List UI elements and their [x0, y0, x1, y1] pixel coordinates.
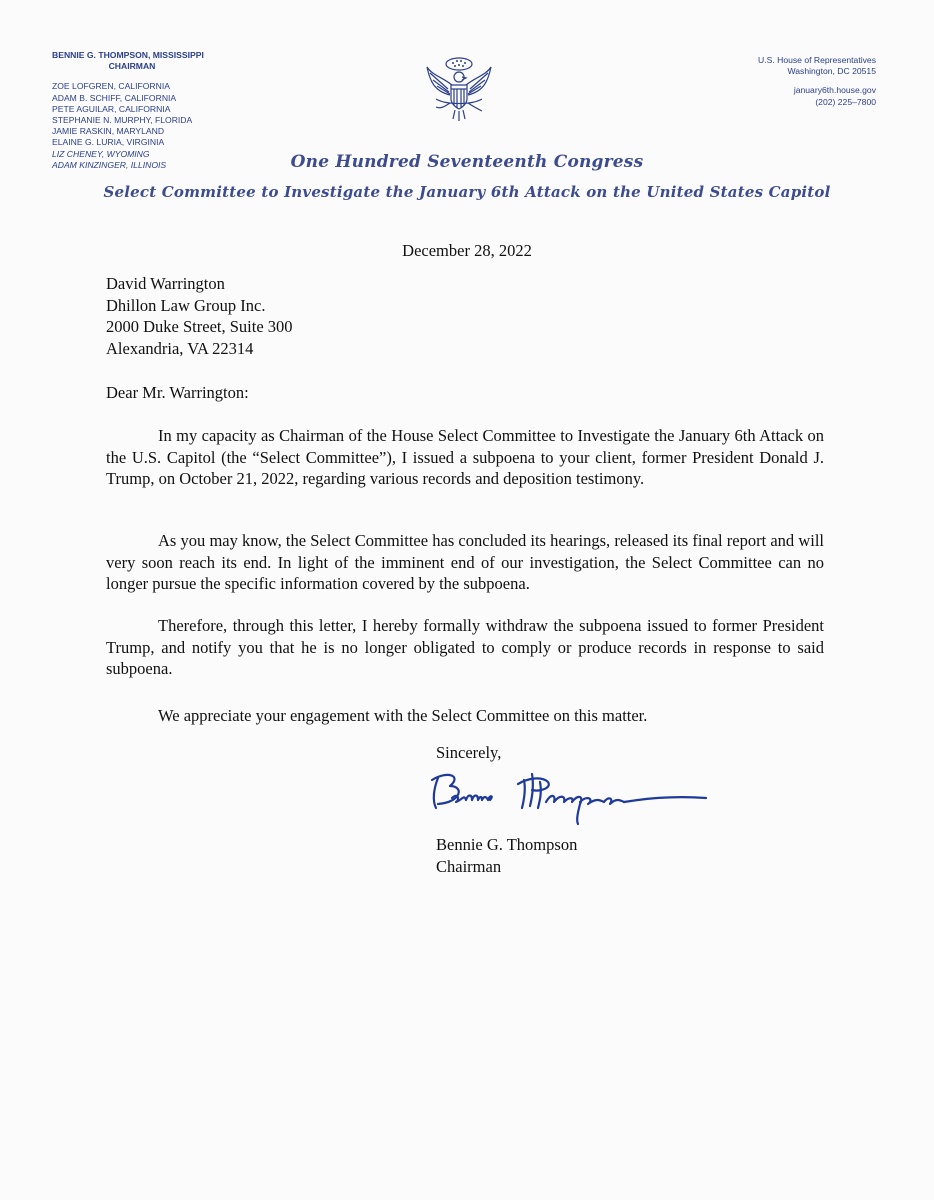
committee-contact-block [676, 55, 876, 108]
member-name: STEPHANIE N. MURPHY, FLORIDA [52, 115, 193, 126]
phone-number: (202) 225–7800 [815, 96, 876, 107]
great-seal-eagle-icon [424, 55, 494, 127]
letter-date: December 28, 2022 [402, 241, 532, 260]
member-name: ADAM KINZINGER, ILLINOIS [52, 159, 167, 170]
body-paragraph: In my capacity as Chairman of the House Select Committee to Investigate the January 6th Attack on the U.S. Capitol (the “Select Committee”), I issued a subpoena to your client, former President Donald J. Trump, on October 21, 2022, regarding various records and deposition testimony. [106, 426, 824, 488]
chairman-label: CHAIRMAN [108, 61, 156, 72]
member-name: ELAINE G. LURIA, VIRGINIA [52, 137, 165, 148]
city-address: Washington, DC 20515 [787, 66, 876, 77]
website-link[interactable]: january6th.house.gov [793, 85, 876, 96]
member-name: ADAM B. SCHIFF, CALIFORNIA [52, 92, 177, 103]
member-name: PETE AGUILAR, CALIFORNIA [52, 103, 171, 114]
member-name: JAMIE RASKIN, MARYLAND [52, 126, 165, 137]
body-paragraph: As you may know, the Select Committee has concluded its hearings, released its final report and will very soon reach its end. In light of the imminent end of our investigation, the Select Committee can no longer pursue the specific information covered by the subpoena. [106, 531, 824, 593]
signer-name: Bennie G. Thompson [436, 835, 578, 854]
signer-block [436, 834, 577, 877]
address-line: Dhillon Law Group Inc. [106, 295, 266, 315]
chairman-name: BENNIE G. THOMPSON, MISSISSIPPI [52, 50, 204, 60]
member-name: ZOE LOFGREN, CALIFORNIA [52, 81, 170, 92]
recipient-address [106, 273, 293, 359]
address-line: Alexandria, VA 22314 [106, 338, 254, 358]
committee-title: Select Committee to Investigate the January 6th Attack on the United States Capitol [103, 183, 831, 201]
body-paragraph: We appreciate your engagement with the Select Committee on this matter. [158, 706, 648, 725]
address-line: 2000 Duke Street, Suite 300 [106, 317, 293, 336]
signer-title: Chairman [436, 856, 502, 876]
body-paragraph: Therefore, through this letter, I hereby formally withdraw the subpoena issued to former President Trump, and notify you that he is no longer obligated to comply or produce records in response to said subpoena. [106, 616, 824, 678]
closing: Sincerely, [436, 743, 502, 762]
address-line: David Warrington [106, 274, 225, 293]
salutation: Dear Mr. Warrington: [106, 383, 249, 402]
congress-title: One Hundred Seventeenth Congress [290, 152, 644, 172]
house-name: U.S. House of Representatives [758, 55, 876, 65]
handwritten-signature [428, 766, 713, 826]
member-name: LIZ CHENEY, WYOMING [52, 148, 150, 159]
